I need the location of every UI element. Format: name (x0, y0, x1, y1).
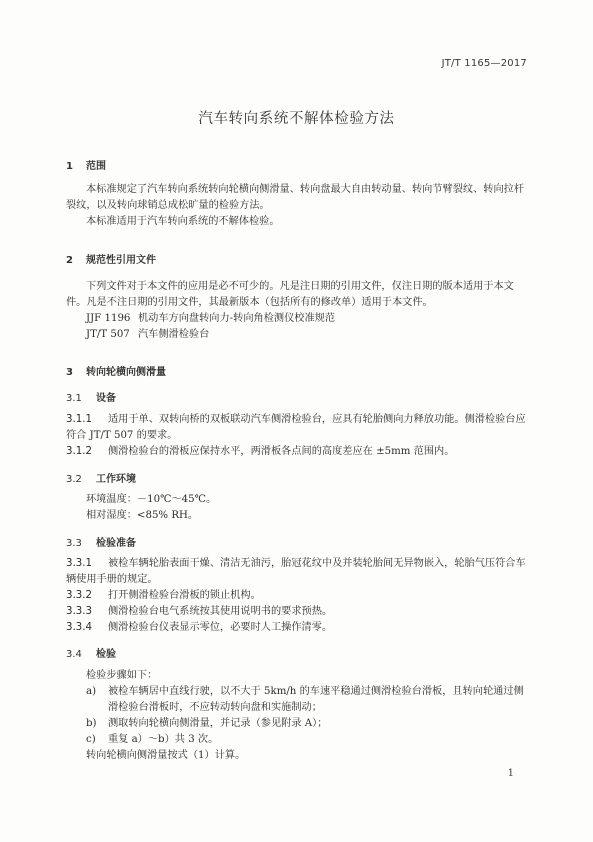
subsection-3-2-body (66, 492, 528, 524)
steps-intro: 检验步骤如下： (86, 670, 158, 681)
section-2-body (66, 279, 528, 343)
clause-text: 侧滑检验台电气系统按其使用说明书的要求预热。 (108, 606, 333, 617)
clause-number: 3.3.2 (66, 590, 92, 601)
subsection-3-2-heading (66, 470, 136, 485)
section-title: 规范性引用文件 (86, 255, 156, 266)
subsection-3-3-body (66, 556, 528, 636)
subsection-3-4-body (66, 668, 528, 764)
section-1-body (66, 182, 528, 230)
list-item (66, 716, 528, 732)
reference-item (66, 327, 528, 343)
reference-title: 机动车方向盘转向力-转向角检测仪校准规范 (138, 313, 336, 324)
subsection-title: 检验准备 (96, 538, 136, 549)
list-marker: c) (86, 734, 96, 745)
reference-title: 汽车侧滑检验台 (138, 329, 210, 340)
list-text: 测取转向轮横向侧滑量，并记录（参见附录 A）； (108, 718, 328, 729)
humidity-spec: 相对湿度：<85% RH。 (86, 510, 199, 521)
clause-number: 3.3.1 (66, 558, 92, 569)
clause-number: 3.1.2 (66, 446, 92, 457)
temperature-spec: 环境温度：－10℃～45℃。 (86, 494, 217, 505)
section-1-heading (66, 157, 106, 172)
clause-text: 侧滑检验台仪表显示零位，必要时人工操作清零。 (108, 622, 333, 633)
list-item (66, 732, 528, 748)
list-text: 被检车辆居中直线行驶，以不大于 5km/h 的车速平稳通过侧滑检验台滑板，且转向轮通过侧滑检验台滑板时，不应转动转向盘和实施制动； (108, 686, 524, 713)
clause-number: 3.3.4 (66, 622, 92, 633)
clause-3-3-3 (66, 604, 528, 620)
section-2-heading (66, 251, 156, 266)
clause-text: 侧滑检验台的滑板应保持水平，两滑板各点间的高度差应在 ±5mm 范围内。 (108, 446, 455, 457)
section-3-heading (66, 363, 166, 378)
clause-number: 3.1.1 (66, 414, 92, 425)
page-number: 1 (507, 768, 514, 779)
subsection-3-1-body (66, 412, 528, 460)
list-text: 重复 a）～b）共 3 次。 (108, 734, 219, 745)
subsection-3-4-heading (66, 645, 116, 660)
reference-item (66, 311, 528, 327)
list-marker: b) (86, 718, 97, 729)
subsection-title: 设备 (96, 393, 116, 404)
clause-3-3-2 (66, 588, 528, 604)
list-marker: a) (86, 686, 97, 697)
subsection-3-3-heading (66, 534, 136, 549)
clause-3-3-4 (66, 620, 528, 636)
paragraph: 下列文件对于本文件的应用是必不可少的。凡是注日期的引用文件，仅注日期的版本适用于本文件。凡是不注日期的引用文件，其最新版本（包括所有的修改单）适用于本文件。 (66, 281, 514, 308)
clause-3-1-2 (66, 444, 528, 460)
section-number: 3 (66, 367, 73, 378)
subsection-number: 3.1 (66, 393, 82, 404)
clause-text: 打开侧滑检验台滑板的锁止机构。 (108, 590, 261, 601)
standard-number: JT/T 1165—2017 (441, 58, 527, 69)
clause-text: 被检车辆轮胎表面干燥、清洁无油污，胎冠花纹中及并装轮胎间无异物嵌入，轮胎气压符合车辆使用手册的规定。 (66, 558, 526, 585)
clause-number: 3.3.3 (66, 606, 92, 617)
clause-3-1-1 (66, 412, 528, 444)
subsection-title: 工作环境 (96, 474, 136, 485)
section-title: 转向轮横向侧滑量 (86, 367, 166, 378)
section-number: 1 (66, 161, 73, 172)
subsection-number: 3.4 (66, 649, 82, 660)
subsection-3-1-heading (66, 389, 116, 404)
paragraph: 本标准规定了汽车转向系统转向轮横向侧滑量、转向盘最大自由转动量、转向节臂裂纹、转向拉杆裂纹，以及转向球销总成松旷量的检验方法。 (66, 184, 525, 211)
section-number: 2 (66, 255, 73, 266)
clause-3-3-1 (66, 556, 528, 588)
paragraph: 本标准适用于汽车转向系统的不解体检验。 (86, 216, 280, 227)
list-item (66, 684, 528, 716)
reference-code: JJF 1196 (86, 313, 131, 324)
subsection-title: 检验 (96, 649, 116, 660)
document-title: 汽车转向系统不解体检验方法 (198, 111, 395, 127)
steps-outro: 转向轮横向侧滑量按式（1）计算。 (86, 750, 246, 761)
subsection-number: 3.3 (66, 538, 82, 549)
section-title: 范围 (86, 161, 106, 172)
clause-text: 适用于单、双转向桥的双板联动汽车侧滑检验台，应具有轮胎侧向力释放功能。侧滑检验台应符合 JT/T 507 的要求。 (66, 414, 526, 441)
reference-code: JT/T 507 (86, 329, 130, 340)
subsection-number: 3.2 (66, 474, 82, 485)
